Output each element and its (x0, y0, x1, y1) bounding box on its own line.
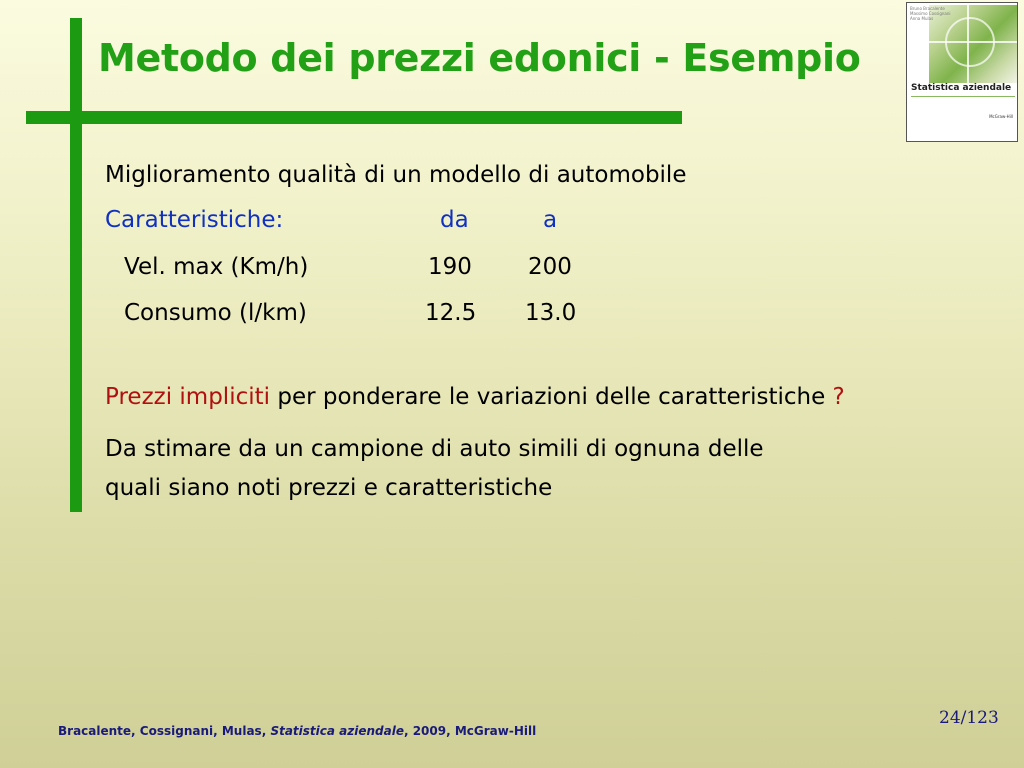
intro-text: Miglioramento qualità di un modello di automobile (105, 162, 687, 188)
table-row-from: 12.5 (425, 300, 477, 326)
table-header-label: Caratteristiche: (105, 207, 284, 233)
page-number: 24/123 (939, 708, 999, 728)
question-highlight: Prezzi impliciti (105, 384, 271, 410)
table-row-from: 190 (428, 254, 472, 280)
table-row-to: 200 (528, 254, 572, 280)
table-header-to: a (543, 207, 558, 233)
book-cover-image (906, 2, 1018, 142)
decorative-horizontal-bar (26, 111, 682, 124)
decorative-vertical-bar (70, 18, 82, 512)
answer-line-2: quali siano noti prezzi e caratteristiche (105, 475, 553, 501)
footer-rest: , 2009, McGraw-Hill (403, 724, 537, 738)
slide-title: Metodo dei prezzi edonici - Esempio (98, 36, 861, 80)
cover-publisher: McGraw-Hill (989, 114, 1013, 119)
question-rest: per ponderare le variazioni delle caratteristiche (270, 384, 833, 410)
question-mark: ? (832, 384, 845, 410)
cover-title: Statistica aziendale (911, 83, 1012, 93)
cover-authors: Bruno Bracalente Massimo Cossignani Anna Mulas (910, 6, 951, 21)
answer-line-1: Da stimare da un campione di auto simili di ognuna delle (105, 436, 764, 462)
table-row-label: Consumo (l/km) (124, 300, 307, 326)
footer-authors: Bracalente, Cossignani, Mulas, (58, 724, 271, 738)
table-row-to: 13.0 (525, 300, 577, 326)
footer-book: Statistica aziendale (270, 724, 404, 738)
table-row-label: Vel. max (Km/h) (124, 254, 309, 280)
footer-citation (58, 724, 536, 738)
table-header-from: da (440, 207, 469, 233)
question-text (105, 384, 845, 410)
